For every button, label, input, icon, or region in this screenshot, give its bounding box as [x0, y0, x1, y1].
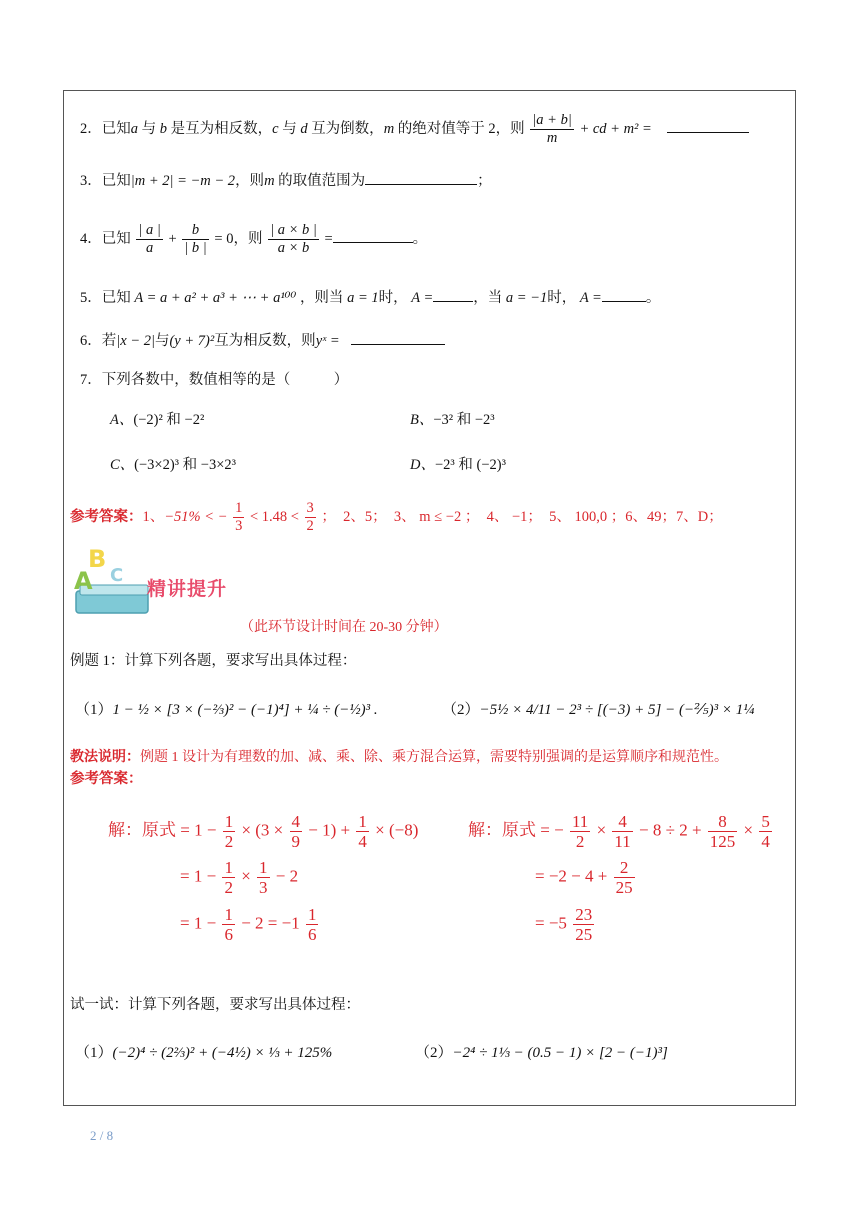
svg-text:A: A [74, 567, 93, 595]
reference-answer-label: 参考答案： [70, 771, 143, 787]
question-3: 3．已知|m + 2| = −m − 2，则m 的取值范围为 ； [80, 173, 492, 189]
try-it-part-2: （2）−2⁴ ÷ 1⅓ − (0.5 − 1) × [2 − (−1)³] [415, 1045, 668, 1061]
reference-answers: 参考答案：1、−51% < − $\frac{1}{3}$ < 1.48 < $\frac{3}{2}$ ； 2、5； 3、 m ≤ −2 ； 4、 −1； 5、 100,0 ；6、49；7、D； [70, 500, 723, 534]
question-6: 6．若|x − 2|与(y + 7)²互为相反数，则yˣ = [80, 331, 445, 351]
solution-2-line-1: 解：原式 = − $\frac{11}{2}$ × $\frac{4}{11}$ − 8 ÷ 2 + $\frac{8}{125}$ × $\frac{5}{4}$ [468, 812, 770, 851]
svg-text:B: B [88, 545, 107, 573]
answer-blank[interactable] [667, 132, 749, 133]
solution-1-line-3: = 1 − $\frac{1}{6}$ − 2 = −1 $\frac{1}{6}$ [180, 905, 317, 944]
answer-blank[interactable] [333, 242, 413, 243]
try-it-part-1: （1）(−2)⁴ ÷ (2⅔)² + (−4½) × ⅓ + 125% [75, 1045, 333, 1061]
example-1-title: 例题 1：计算下列各题，要求写出具体过程： [70, 653, 357, 669]
answer-blank[interactable] [602, 301, 646, 302]
svg-text:C: C [110, 565, 124, 586]
teaching-note: 教法说明：例题 1 设计为有理数的加、减、乘、除、乘方混合运算，需要特别强调的是运算顺序和规范性。 [70, 750, 728, 765]
solution-1-line-1: 解：原式 = 1 − $\frac{1}{2}$ × (3 × $\frac{4}{9}$ − 1) + $\frac{1}{4}$ × (−8) [108, 812, 419, 851]
option-a: A、(−2)² 和 −2² [110, 412, 205, 428]
solution-2-line-2: = −2 − 4 + $\frac{2}{25}$ [535, 858, 633, 897]
example-1-part-1: （1）1 − ½ × [3 × (−⅔)² − (−1)⁴] + ¼ ÷ (−½)³ . [75, 702, 378, 718]
question-7-title: 7．下列各数中，数值相等的是（ ） [80, 372, 349, 388]
option-d: D、−2³ 和 (−2)³ [410, 457, 506, 473]
question-5: 5．已知 A = a + a² + a³ + ⋯ + a¹⁰⁰ ，则当 a = 1时， A = ，当 a = −1时， A = 。 [80, 290, 661, 306]
answer-blank[interactable] [365, 184, 477, 185]
question-2: 2．已知a 与 b 是互为相反数，c 与 d 互为倒数，m 的绝对值等于 2，则 $\frac{|a + b|}{m}$ + cd + m² = [80, 112, 749, 147]
solution-1-line-2: = 1 − $\frac{1}{2}$ × $\frac{1}{3}$ − 2 [180, 858, 299, 897]
solution-2-line-3: = −5 $\frac{23}{25}$ [535, 905, 593, 944]
try-it-title: 试一试：计算下列各题，要求写出具体过程： [70, 997, 360, 1013]
example-1-part-2: （2）−5½ × 4/11 − 2³ ÷ [(−3) + 5] − (−⅖)³ × 1¼ [442, 702, 755, 718]
option-b: B、−3² 和 −2³ [410, 412, 495, 428]
page-number: 2 / 8 [90, 1128, 114, 1143]
option-c: C、(−3×2)³ 和 −3×2³ [110, 457, 236, 473]
time-note: （此环节设计时间在 20-30 分钟） [240, 620, 448, 635]
answer-blank[interactable] [351, 344, 445, 345]
answer-blank[interactable] [433, 301, 473, 302]
section-title: 精讲提升 [147, 578, 228, 600]
question-4: 4．已知 $\frac{| a |}{a}$ + $\frac{b}{| b |}$ = 0，则 $\frac{| a \times b |}{a \times b}$ = 。 [80, 222, 428, 256]
